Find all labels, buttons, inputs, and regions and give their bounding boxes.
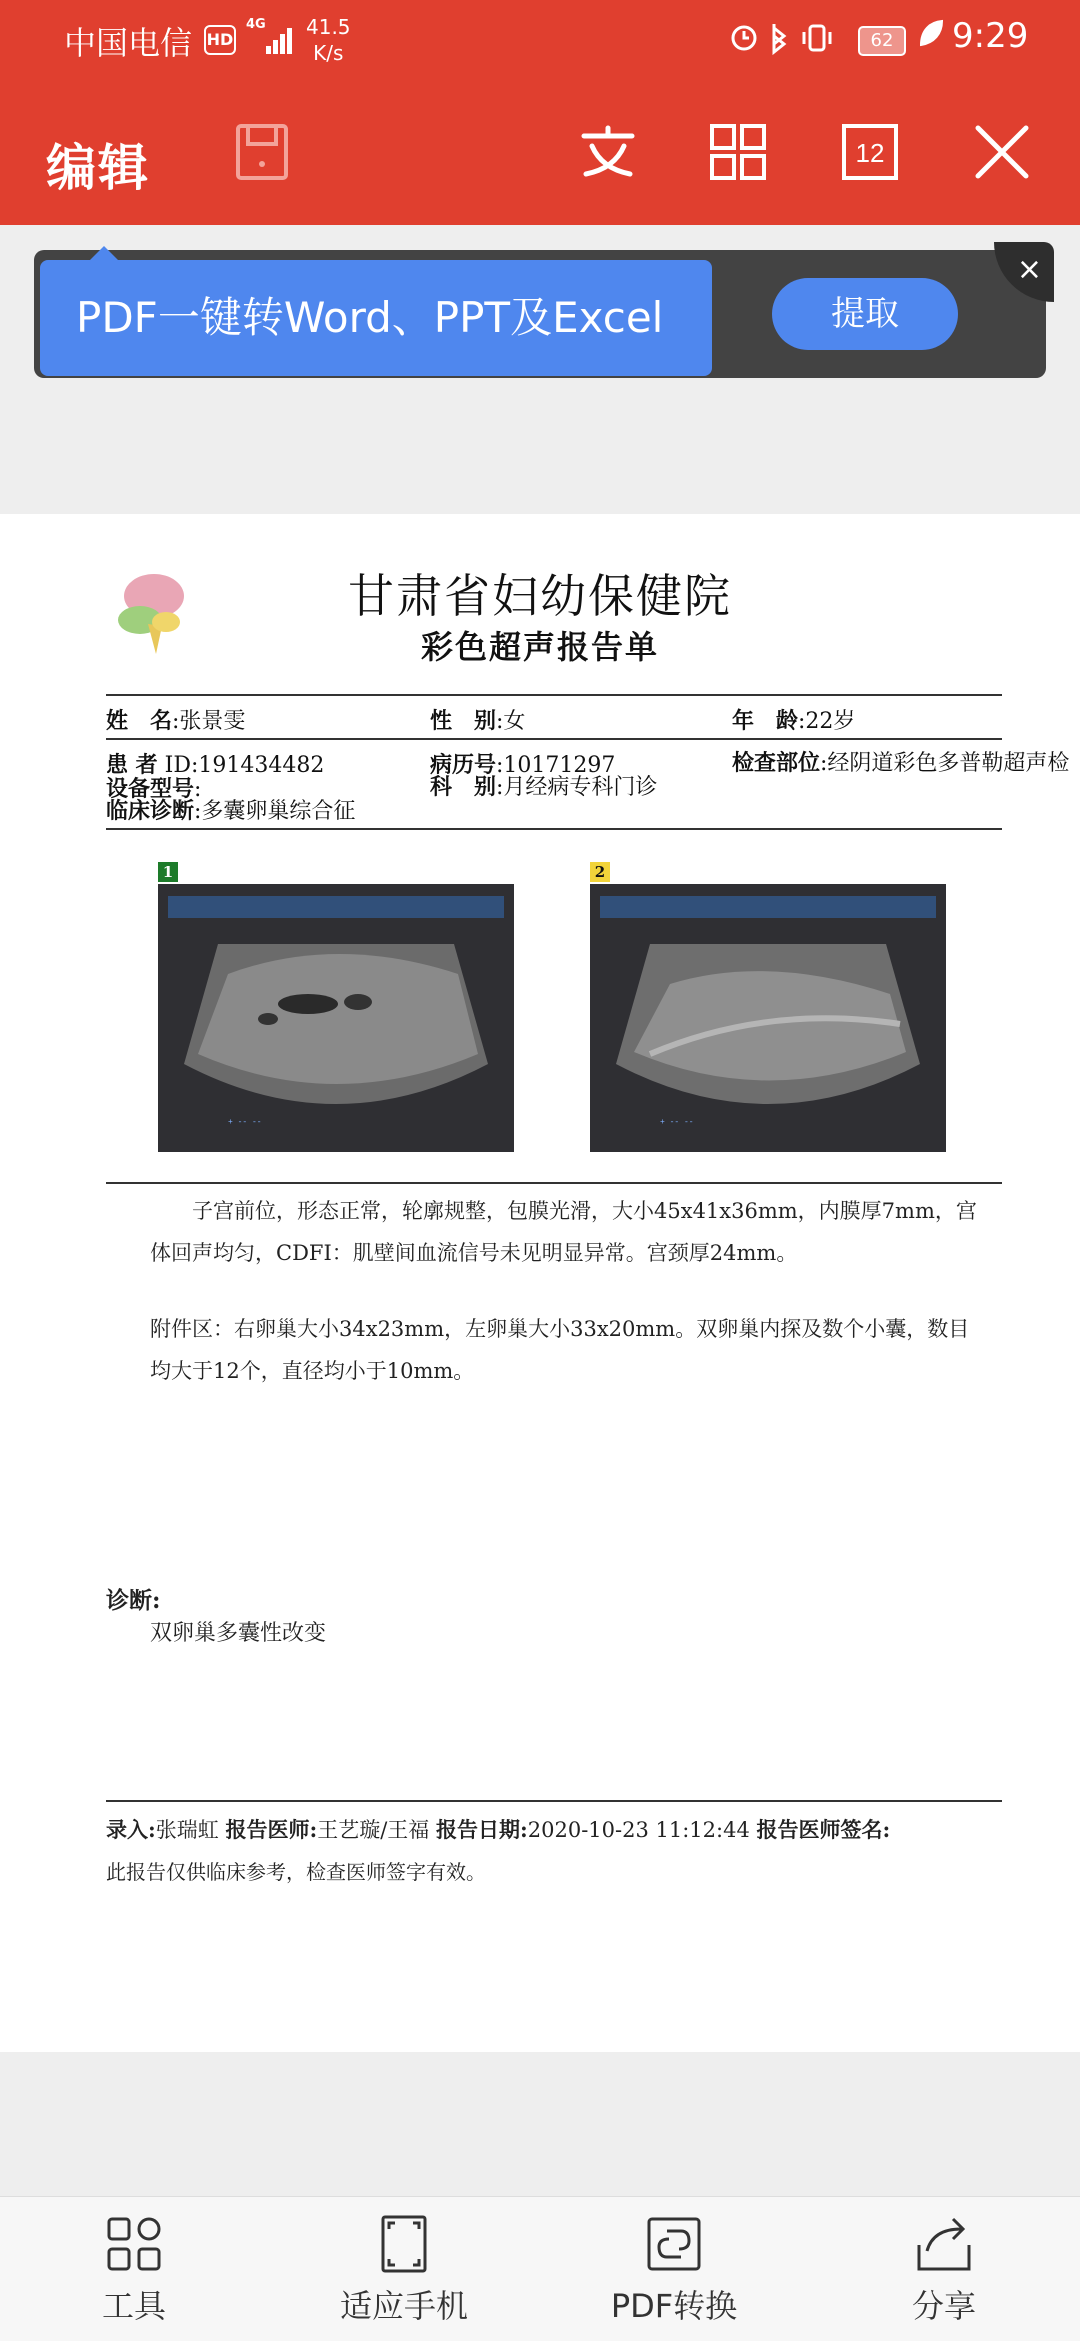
page-count-icon[interactable]	[840, 122, 900, 182]
read-mode-icon[interactable]	[578, 122, 638, 182]
share-label: 分享	[911, 2287, 976, 2325]
name-field: 姓 名:张景雯	[106, 708, 246, 734]
signal-icon	[266, 24, 298, 54]
toolbar	[0, 90, 1080, 220]
ultrasound-image-1[interactable]	[158, 884, 514, 1152]
speed-unit: K/s	[313, 41, 344, 65]
battery-icon: 62	[858, 26, 906, 56]
svg-text:+ -- --: + -- --	[228, 1118, 262, 1127]
pdf-convert-label: PDF转换	[610, 2287, 738, 2325]
app-header	[0, 0, 1080, 225]
device-field: 设备型号:	[106, 776, 202, 802]
extract-button[interactable]: 提取	[772, 278, 958, 350]
doctor-label: 报告医师:	[225, 1817, 318, 1842]
share-button[interactable]	[844, 2215, 1044, 2327]
status-time: 9:29	[952, 16, 1029, 56]
carrier-name: 中国电信	[64, 24, 193, 62]
sex-field: 性 别:女	[430, 708, 526, 734]
svg-text:+ -- --: + -- --	[660, 1118, 694, 1127]
divider	[106, 738, 1002, 740]
image-number-2: 2	[590, 862, 610, 882]
patient-id-field: 患 者 ID:191434482	[106, 752, 325, 778]
findings-adnexa: 附件区：右卵巢大小34x23mm，左卵巢大小33x20mm。双卵巢内探及数个小囊，数目均大于12个，直径均小于10mm。	[150, 1317, 970, 1383]
report-title: 彩色超声报告单	[420, 628, 659, 666]
fit-phone-label: 适应手机	[339, 2287, 468, 2325]
divider	[106, 828, 1002, 830]
status-bar	[0, 0, 1080, 82]
pdf-convert-button[interactable]	[574, 2215, 774, 2327]
alarm-bluetooth-vibrate-icons	[728, 18, 848, 66]
diagnosis-label: 诊断:	[106, 1587, 161, 1614]
divider	[106, 1182, 1002, 1184]
age-field: 年 龄:22岁	[732, 708, 856, 734]
divider	[106, 694, 1002, 696]
speed-value: 41.5	[306, 15, 351, 39]
image-number-1: 1	[158, 862, 178, 882]
ultrasound-image-2[interactable]	[590, 884, 946, 1152]
report-note: 此报告仅供临床参考，检查医师签字有效。	[106, 1860, 486, 1884]
hd-icon: HD	[204, 25, 236, 55]
diagnosis-text: 双卵巢多囊性改变	[150, 1621, 327, 1646]
tools-button[interactable]	[34, 2215, 234, 2327]
pdf-convert-icon	[645, 2215, 703, 2273]
status-icons-svg	[728, 18, 848, 58]
findings-uterus: 子宫前位，形态正常，轮廓规整，包膜光滑，大小45x41x36mm，内膜厚7mm，宫体回声均匀，CDFI：肌壁间血流信号未见明显异常。宫颈厚24mm。	[150, 1199, 977, 1265]
exam-site-field: 检查部位:经阴道彩色多普勒超声检	[732, 750, 1070, 776]
date-value: 2020-10-23 11:12:44	[527, 1818, 750, 1842]
department-field: 科 别:月经病专科门诊	[430, 774, 658, 800]
fit-phone-button[interactable]	[304, 2215, 504, 2327]
edit-button[interactable]: 编辑	[46, 139, 150, 197]
report-footer	[106, 1814, 890, 1844]
signature-label: 报告医师签名:	[756, 1817, 891, 1842]
close-icon[interactable]	[972, 122, 1032, 182]
date-label: 报告日期:	[435, 1817, 528, 1842]
pdf-page	[0, 514, 1080, 2052]
doctor-value: 王艺璇/王福	[317, 1818, 430, 1842]
bottom-toolbar	[0, 2196, 1080, 2341]
promo-banner	[34, 250, 1046, 378]
save-icon[interactable]	[232, 122, 292, 182]
share-icon	[915, 2215, 973, 2273]
tools-icon	[105, 2215, 163, 2273]
entry-value: 张瑞虹	[155, 1818, 219, 1842]
banner-close-button[interactable]: ×	[994, 242, 1054, 302]
network-type: 4G	[246, 17, 266, 32]
network-speed	[306, 14, 351, 66]
fit-screen-icon	[375, 2215, 433, 2273]
entry-label: 录入:	[106, 1817, 156, 1842]
page-count-text: 12	[855, 138, 885, 168]
hospital-name: 甘肃省妇幼保健院	[348, 569, 732, 623]
record-number-field: 病历号:10171297	[430, 752, 616, 778]
tools-label: 工具	[101, 2287, 166, 2325]
divider	[106, 1800, 1002, 1802]
promo-text[interactable]: PDF一键转Word、PPT及Excel	[40, 260, 712, 376]
thumbnail-grid-icon[interactable]	[708, 122, 768, 182]
power-saving-leaf-icon	[918, 18, 944, 55]
clinical-diagnosis-field: 临床诊断:多囊卵巢综合征	[106, 798, 356, 824]
